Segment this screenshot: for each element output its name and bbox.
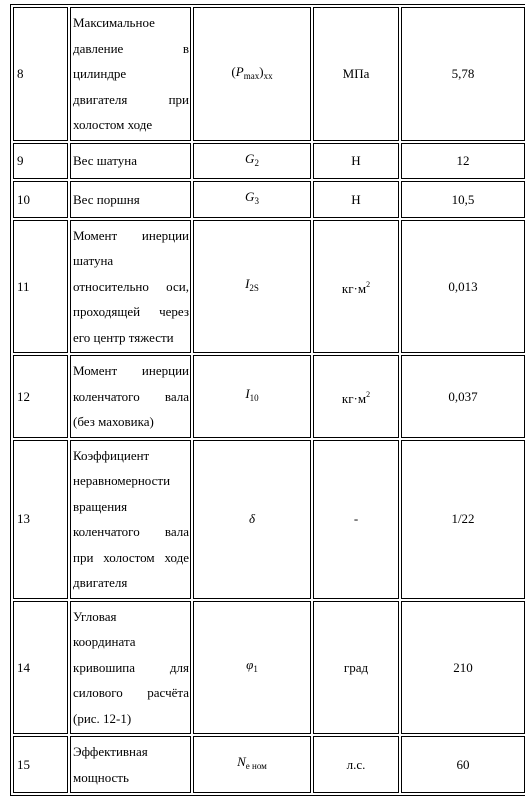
row-number: 10: [13, 181, 68, 218]
parameters-table: [10, 4, 525, 796]
row-number: 11: [13, 220, 68, 354]
parameter-description: Вес шатуна: [70, 143, 191, 180]
parameter-value: 0,037: [401, 355, 525, 438]
parameter-unit: град: [313, 601, 399, 735]
row-number: 15: [13, 736, 68, 793]
parameter-unit: л.с.: [313, 736, 399, 793]
parameter-symbol: $G_2$: [193, 143, 311, 180]
parameter-description: Момент инерции шатуна относительно оси, проходящей через его центр тяжести: [70, 220, 191, 354]
parameter-symbol: $\varphi_1$: [193, 601, 311, 735]
table-row: [13, 601, 525, 735]
parameter-unit: -: [313, 440, 399, 599]
row-number: 14: [13, 601, 68, 735]
parameter-symbol: $G_3$: [193, 181, 311, 218]
table-row: [13, 440, 525, 599]
parameter-value: 60: [401, 736, 525, 793]
parameter-symbol: $N_{e ном}$: [193, 736, 311, 793]
table-row: [13, 143, 525, 180]
row-number: 8: [13, 7, 68, 141]
table-row: [13, 220, 525, 354]
parameter-unit: $кг\cdot м^2$: [313, 355, 399, 438]
row-number: 12: [13, 355, 68, 438]
row-number: 9: [13, 143, 68, 180]
parameter-value: 10,5: [401, 181, 525, 218]
parameter-symbol: $(P_{max})_{xx}$: [193, 7, 311, 141]
parameter-value: 210: [401, 601, 525, 735]
parameter-unit: Н: [313, 181, 399, 218]
parameter-value: 5,78: [401, 7, 525, 141]
parameter-description: Максимальное давление в цилиндре двигателя при холостом ходе: [70, 7, 191, 141]
parameter-symbol: δ: [193, 440, 311, 599]
parameter-description: Угловая координата кривошипа для силового расчёта (рис. 12-1): [70, 601, 191, 735]
parameter-description: Вес поршня: [70, 181, 191, 218]
row-number: 13: [13, 440, 68, 599]
parameter-unit: Н: [313, 143, 399, 180]
parameter-description: Момент инерции коленчатого вала (без маховика): [70, 355, 191, 438]
parameter-description: Эффективная мощность: [70, 736, 191, 793]
table-row: [13, 355, 525, 438]
parameter-unit: $кг\cdot м^2$: [313, 220, 399, 354]
table-row: [13, 181, 525, 218]
parameter-description: Коэффициент неравномерности вращения коленчатого вала при холостом ходе двигателя: [70, 440, 191, 599]
parameter-value: 0,013: [401, 220, 525, 354]
table-row: [13, 7, 525, 141]
parameter-value: 1/22: [401, 440, 525, 599]
parameter-value: 12: [401, 143, 525, 180]
parameter-unit: МПа: [313, 7, 399, 141]
table-row: [13, 736, 525, 793]
parameter-symbol: $I_{2S}$: [193, 220, 311, 354]
parameter-symbol: $I_{10}$: [193, 355, 311, 438]
